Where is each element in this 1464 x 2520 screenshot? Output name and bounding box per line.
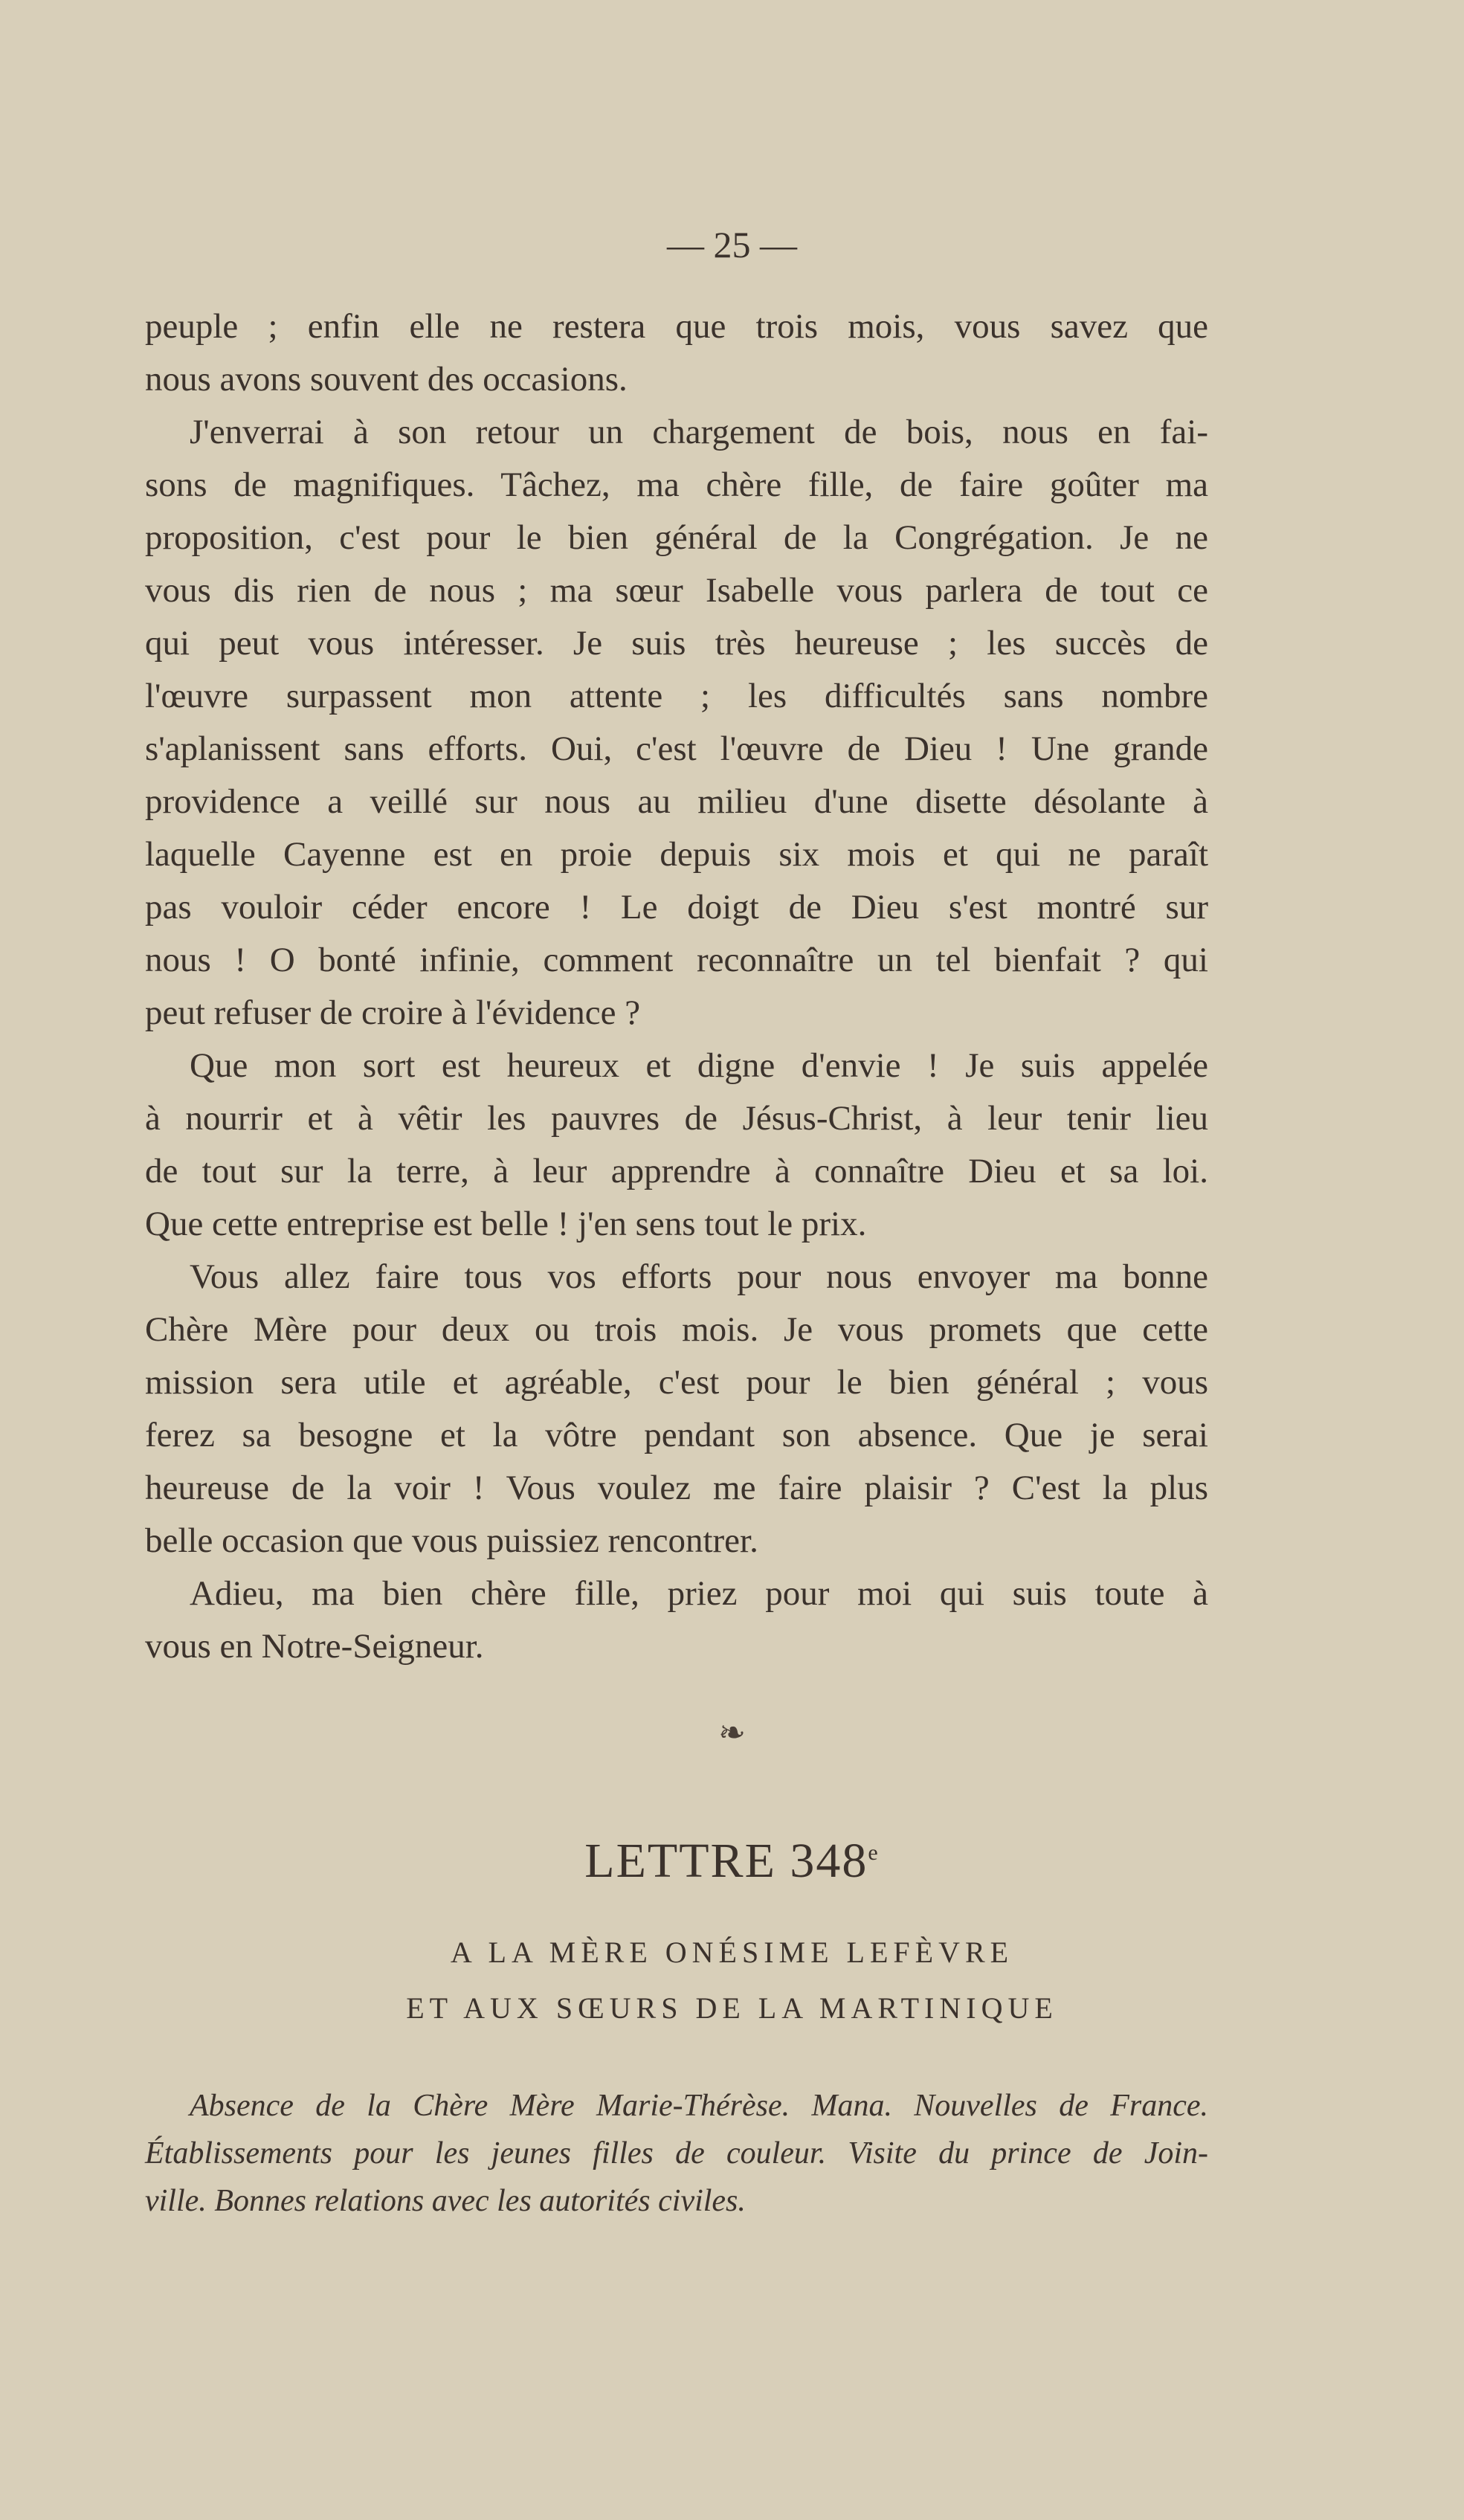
summary-line: Absence de la Chère Mère Marie-Thérèse. Mana. Nouvelles de France. — [190, 2089, 1208, 2123]
text-line: Que mon sort est heureux et digne d'envie ! Je suis appelée — [190, 1046, 1208, 1085]
summary-line: ville. Bonnes relations avec les autorités civiles. — [145, 2184, 746, 2218]
text-line: laquelle Cayenne est en proie depuis six mois et qui ne paraît — [145, 835, 1208, 874]
text-line: vous dis rien de nous ; ma sœur Isabelle vous parlera de tout ce — [145, 571, 1208, 610]
text-line: à nourrir et à vêtir les pauvres de Jésus-Christ, à leur tenir lieu — [145, 1099, 1208, 1138]
text-line: mission sera utile et agréable, c'est pour le bien général ; vous — [145, 1363, 1208, 1402]
letter-title: LETTRE 348 — [584, 1834, 868, 1888]
text-line: s'aplanissent sans efforts. Oui, c'est l'œuvre de Dieu ! Une grande — [145, 729, 1208, 768]
text-line: belle occasion que vous puissiez rencontrer. — [145, 1521, 758, 1560]
fleuron-ornament-icon: ❧ — [718, 1715, 746, 1751]
text-line: qui peut vous intéresser. Je suis très heureuse ; les succès de — [145, 624, 1208, 663]
text-line: l'œuvre surpassent mon attente ; les difficultés sans nombre — [145, 677, 1208, 715]
text-line: nous ! O bonté infinie, comment reconnaître un tel bienfait ? qui — [145, 941, 1208, 979]
text-line: pas vouloir céder encore ! Le doigt de Dieu s'est montré sur — [145, 888, 1208, 927]
text-line: peuple ; enfin elle ne restera que trois mois, vous savez que — [145, 307, 1208, 346]
text-line: peut refuser de croire à l'évidence ? — [145, 993, 641, 1032]
text-line: proposition, c'est pour le bien général de la Congrégation. Je ne — [145, 518, 1208, 557]
text-line: providence a veillé sur nous au milieu d'une disette désolante à — [145, 782, 1208, 821]
letter-summary — [145, 2082, 1208, 2225]
recipient-line-2: ET AUX SŒURS DE LA MARTINIQUE — [406, 1991, 1058, 2025]
letter-title-suffix: e — [868, 1840, 880, 1865]
text-line: heureuse de la voir ! Vous voulez me faire plaisir ? C'est la plus — [145, 1469, 1208, 1507]
text-line: Vous allez faire tous vos efforts pour nous envoyer ma bonne — [190, 1257, 1208, 1296]
text-line: sons de magnifiques. Tâchez, ma chère fille, de faire goûter ma — [145, 465, 1208, 504]
recipient-line-1: A LA MÈRE ONÉSIME LEFÈVRE — [450, 1936, 1014, 1969]
text-line: vous en Notre-Seigneur. — [145, 1627, 484, 1666]
text-line: ferez sa besogne et la vôtre pendant son absence. Que je serai — [145, 1416, 1208, 1454]
letter-body — [145, 300, 1208, 1673]
summary-line: Établissements pour les jeunes filles de couleur. Visite du prince de Join- — [145, 2136, 1208, 2171]
letter-heading — [0, 1833, 1464, 1889]
text-line: de tout sur la terre, à leur apprendre à connaître Dieu et sa loi. — [145, 1152, 1208, 1190]
text-line: nous avons souvent des occasions. — [145, 360, 628, 399]
text-line: Que cette entreprise est belle ! j'en sens tout le prix. — [145, 1205, 867, 1243]
text-line: J'enverrai à son retour un chargement de bois, nous en fai- — [190, 413, 1208, 451]
page-number: — 25 — — [667, 224, 797, 265]
text-line: Adieu, ma bien chère fille, priez pour moi qui suis toute à — [190, 1574, 1208, 1613]
text-line: Chère Mère pour deux ou trois mois. Je vous promets que cette — [145, 1310, 1208, 1349]
